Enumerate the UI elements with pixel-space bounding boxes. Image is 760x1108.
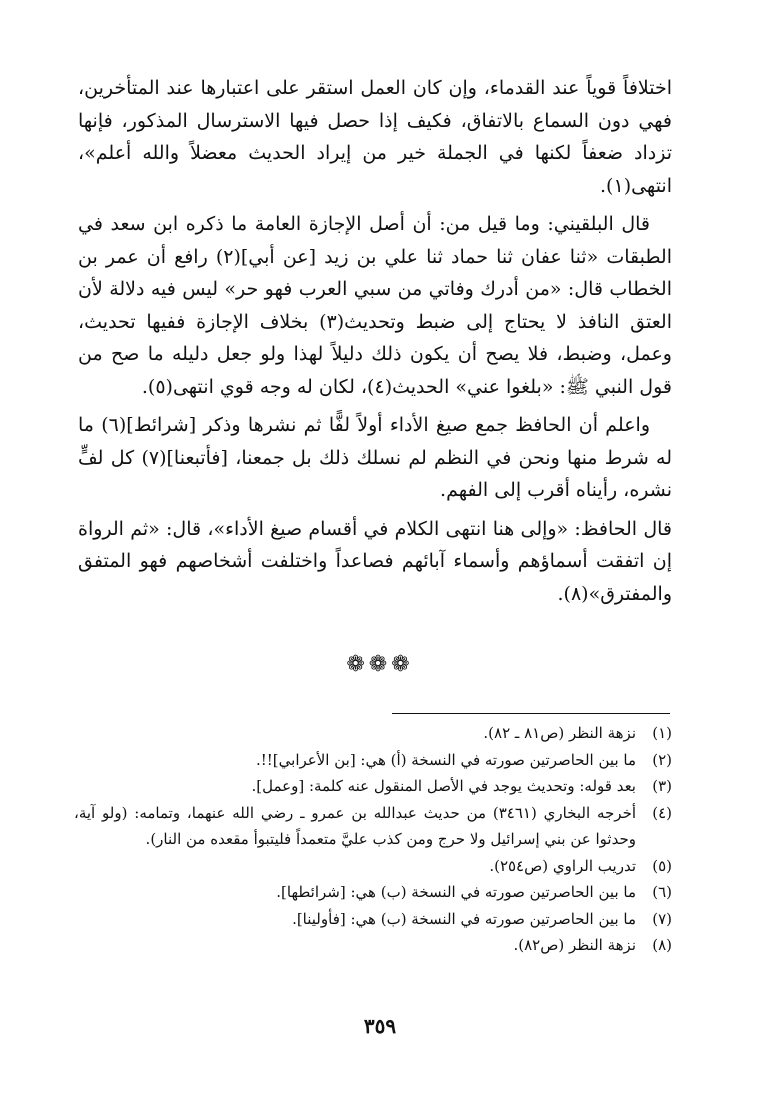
footnote-number: (٨) — [652, 936, 672, 954]
page-number: ٣٥٩ — [363, 1014, 397, 1038]
footnote-1 — [74, 720, 672, 747]
footnote-text: ما بين الحاصرتين صورته في النسخة (أ) هي: [بن الأعرابي]!!. — [255, 750, 636, 769]
footnotes — [74, 720, 672, 959]
footnote-number: (٥) — [652, 856, 672, 875]
footnote-number: (٤) — [652, 803, 672, 822]
paragraph-1: اختلافاً قوياً عند القدماء، وإن كان العمل استقر على اعتبارها عند المتأخرين، فهي دون السماع بالاتفاق، فكيف إذا حصل فيها الاسترسال المذكور، فإنها تزداد ضعفاً لكنها في الجملة خير من إيراد الحديث معضلاً والله أعلم»، انتهى(١). — [78, 77, 672, 197]
footnote-number: (٢) — [652, 750, 672, 769]
footnote-4 — [74, 800, 672, 853]
paragraph-3: واعلم أن الحافظ جمع صيغ الأداء أولاً لفًّا ثم نشرها وذكر [شرائط](٦) ما له شرط منها ونحن في النظم لم نسلك ذلك بل جمعنا، [فأتبعنا](٧) كل لفٍّ نشره، رأيناه أقرب إلى الفهم. — [78, 414, 672, 501]
section-separator: ❁❁❁ — [346, 652, 414, 677]
footnote-5 — [74, 853, 672, 880]
footnote-text: أخرجه البخاري (٣٤٦١) من حديث عبدالله بن عمرو ـ رضي الله عنهما، وتمامه: (ولو آية، وحدثوا عن بني إسرائيل ولا حرج ومن كذب عليَّ متعمداً فليتبوأ مقعده من النار). — [74, 803, 637, 848]
footnote-text: نزهة النظر (ص٨٢). — [513, 936, 636, 954]
footnote-number: (٦) — [652, 883, 672, 901]
footnote-text: نزهة النظر (ص٨١ ـ ٨٢). — [483, 724, 636, 742]
footnote-number: (٧) — [652, 909, 672, 928]
footnote-text: ما بين الحاصرتين صورته في النسخة (ب) هي: [فأولينا]. — [292, 909, 636, 928]
paragraph-2: قال البلقيني: وما قيل من: أن أصل الإجازة العامة ما ذكره ابن سعد في الطبقات «ثنا عفان ثنا حماد ثنا علي بن زيد [عن أبي](٢) رافع أن عمر بن الخطاب قال: «من أدرك وفاتي من سبي العرب فهو حر» ليس فيه دلالة لأن العتق النافذ لا يحتاج إلى ضبط وتحديث(٣) بخلاف الإجازة ففيها تحديث، وعمل، وضبط، فلا يصح أن يكون ذلك دليلاً لهذا ولو جعل دليله ما صح من قول النبي ﷺ: «بلغوا عني» الحديث(٤)، لكان له وجه قوي انتهى(٥). — [78, 213, 672, 398]
footnote-number: (٣) — [652, 777, 672, 795]
footnote-number: (١) — [652, 724, 672, 742]
footnote-8 — [74, 932, 672, 959]
footnote-3 — [74, 773, 672, 800]
footnote-6 — [74, 879, 672, 906]
footnote-divider — [392, 713, 670, 714]
footnote-text: تدريب الراوي (ص٢٥٤). — [489, 856, 636, 875]
main-text — [78, 72, 672, 616]
footnote-text: بعد قوله: وتحديث يوجد في الأصل المنقول عنه كلمة: [وعمل]. — [251, 777, 636, 795]
footnote-7 — [74, 906, 672, 933]
footnote-2 — [74, 747, 672, 774]
paragraph-4: قال الحافظ: «وإلى هنا انتهى الكلام في أقسام صيغ الأداء»، قال: «ثم الرواة إن اتفقت أسماؤهم وأسماء آبائهم فصاعداً واختلفت أشخاصهم فهو المتفق والمفترق»(٨). — [78, 517, 672, 605]
footnote-text: ما بين الحاصرتين صورته في النسخة (ب) هي: [شرائطها]. — [276, 883, 636, 901]
